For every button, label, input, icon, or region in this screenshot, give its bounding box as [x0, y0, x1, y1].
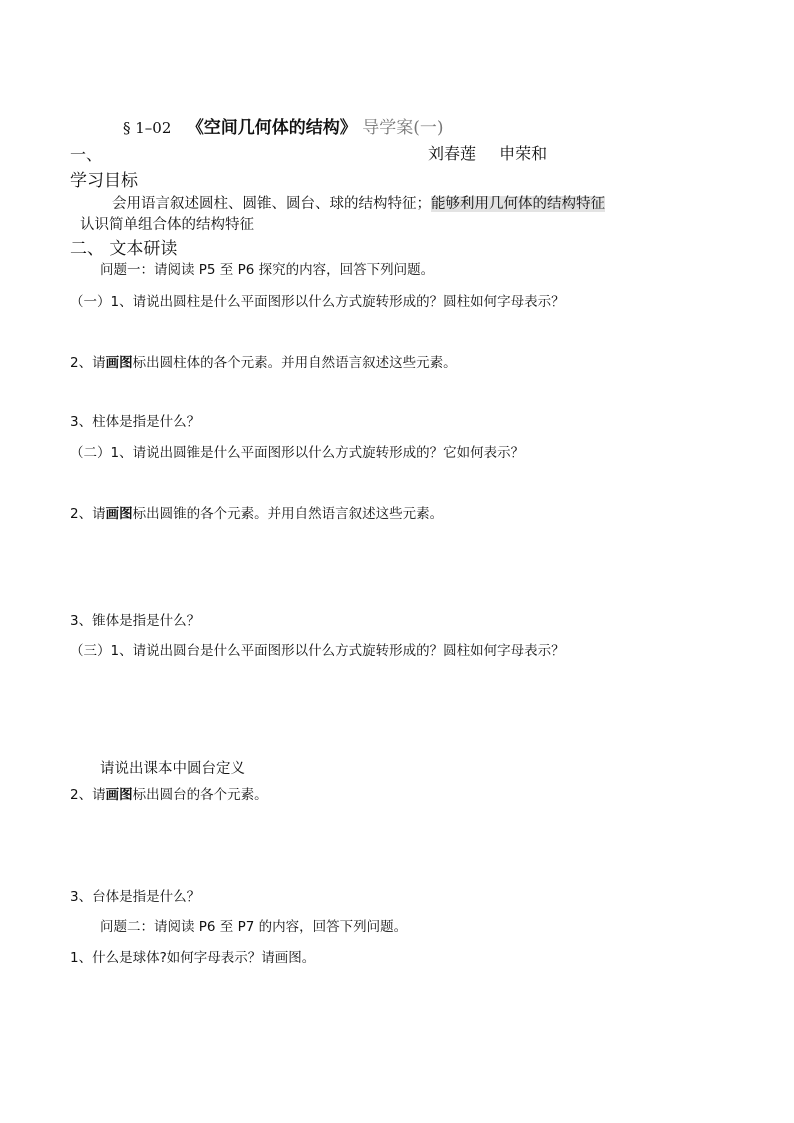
author-2: 申荣和 — [499, 144, 548, 163]
section-one-number: 一、 — [70, 145, 103, 164]
cylinder-question-1: （一）1、请说出圆柱是什么平面图形以什么方式旋转形成的？圆柱如何字母表示？ — [70, 294, 565, 310]
goal-text-b: 能够利用几何体的结构特征 — [431, 196, 605, 212]
cone-question-1: （二）1、请说出圆锥是什么平面图形以什么方式旋转形成的？它如何表示？ — [70, 445, 525, 461]
learning-goal-line-2: 认识简单组合体的结构特征 — [80, 217, 254, 233]
learning-goals-heading: 学习目标 — [70, 171, 138, 191]
q-bold: 画图 — [105, 787, 133, 803]
author-1: 刘春莲 — [428, 144, 477, 163]
sphere-question-1: 1、什么是球体?如何字母表示？请画图。 — [70, 950, 316, 966]
frustum-question-2 — [70, 783, 268, 803]
q-bold: 画图 — [105, 506, 133, 522]
frustum-question-1: （三）1、请说出圆台是什么平面图形以什么方式旋转形成的？圆柱如何字母表示？ — [70, 643, 565, 659]
question-two-intro: 问题二：请阅读 P6 至 P7 的内容，回答下列问题。 — [100, 919, 408, 935]
cone-question-2 — [70, 502, 443, 522]
learning-goal-line-1 — [112, 192, 605, 213]
title-text: 《空间几何体的结构》 — [186, 118, 357, 138]
frustum-definition-prompt: 请说出课本中圆台定义 — [100, 761, 245, 777]
q-prefix: 2、请 — [70, 355, 106, 371]
question-one-intro: 问题一：请阅读 P5 至 P6 探究的内容，回答下列问题。 — [100, 262, 435, 278]
cylinder-question-2 — [70, 351, 457, 371]
goal-text-a: 会用语言叙述圆柱、圆锥、圆台、球的结构特征； — [112, 196, 431, 212]
frustum-question-3: 3、台体是指是什么？ — [70, 889, 201, 905]
title-suffix: 导学案(一) — [362, 118, 444, 138]
q-rest: 标出圆锥的各个元素。并用自然语言叙述这些元素。 — [132, 506, 444, 522]
section-number: § 1–02 — [123, 119, 172, 137]
q-rest: 标出圆柱体的各个元素。并用自然语言叙述这些元素。 — [132, 355, 457, 371]
q-prefix: 2、请 — [70, 506, 106, 522]
authors — [428, 141, 565, 164]
cylinder-question-3: 3、柱体是指是什么？ — [70, 414, 201, 430]
cone-question-3: 3、锥体是指是什么？ — [70, 613, 201, 629]
document-title — [123, 113, 443, 138]
q-bold: 画图 — [105, 355, 133, 371]
q-prefix: 2、请 — [70, 787, 106, 803]
q-rest: 标出圆台的各个元素。 — [132, 787, 268, 803]
section-two-heading: 二、 文本研读 — [70, 239, 178, 259]
